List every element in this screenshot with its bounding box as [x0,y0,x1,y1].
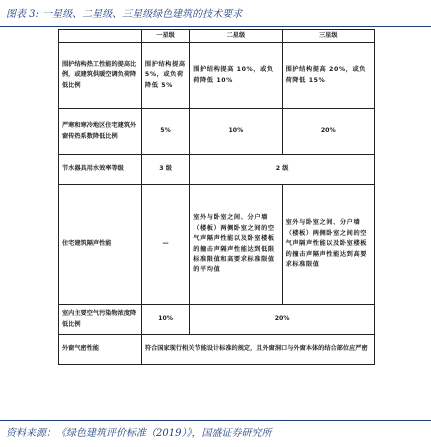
figure-title: 一星级、二星级、三星级绿色建筑的技术要求 [42,9,243,20]
table-row [59,109,375,155]
cell-envelope-one: 围护结构提高 5%，或负荷降低 5% [141,43,189,109]
row-label-pollutant: 室内主要空气污染物浓度降低比例 [59,305,142,335]
header-row [59,30,375,43]
cell-water-one: 3 级 [141,155,189,185]
header-three-star: 三星级 [282,30,374,43]
table-row [59,305,375,335]
cell-pollutant-two-three: 20% [190,305,375,335]
cell-water-two-three: 2 级 [190,155,375,185]
row-label-water: 节水器具用水效率等级 [59,155,142,185]
cell-window-three: 20% [282,109,374,155]
table-row [59,43,375,109]
row-label-acoustic: 住宅建筑隔声性能 [59,185,142,305]
figure-caption [6,5,431,21]
cell-window-two: 10% [190,109,282,155]
caption-divider [0,26,431,27]
cell-envelope-two: 围护结构提高 10%，或负荷降低 10% [190,43,282,109]
header-blank [59,30,142,43]
cell-window-one: 5% [141,109,189,155]
cell-acoustic-three: 室外与卧室之间、分户墙（楼板）两侧卧室之间的空气声隔声性能以及卧室楼板的撞击声隔声性能达到高要求标准限值 [282,185,374,305]
source-divider [0,420,431,421]
figure-label: 图表 3: [6,9,39,20]
table-row [59,335,375,365]
table-row [59,155,375,185]
row-label-envelope: 围护结构热工性能的提高比例，或建筑供暖空调负荷降低比例 [59,43,142,109]
source-note: 资料来源：《绿色建筑评价标准（2019）》，国盛证券研究所 [6,428,272,439]
row-label-airtight: 外窗气密性能 [59,335,142,365]
table-row [59,185,375,305]
cell-acoustic-two: 室外与卧室之间、分户墙（楼板）两侧卧室之间的空气声隔声性能以及卧室楼板的撞击声隔声性能达到低限标准限值和高要求标准限值的平均值 [190,185,282,305]
header-two-star: 二星级 [190,30,282,43]
cell-airtight-all: 符合国家现行相关节能设计标准的规定，且外窗洞口与外窗本体的结合部位应严密 [141,335,374,365]
requirements-table [58,29,375,365]
cell-envelope-three: 围护结构提高 20%，或负荷降低 15% [282,43,374,109]
cell-acoustic-one: — [141,185,189,305]
header-one-star: 一星级 [141,30,189,43]
row-label-window: 严寒和寒冷地区住宅建筑外窗传热系数降低比例 [59,109,142,155]
cell-pollutant-one: 10% [141,305,189,335]
